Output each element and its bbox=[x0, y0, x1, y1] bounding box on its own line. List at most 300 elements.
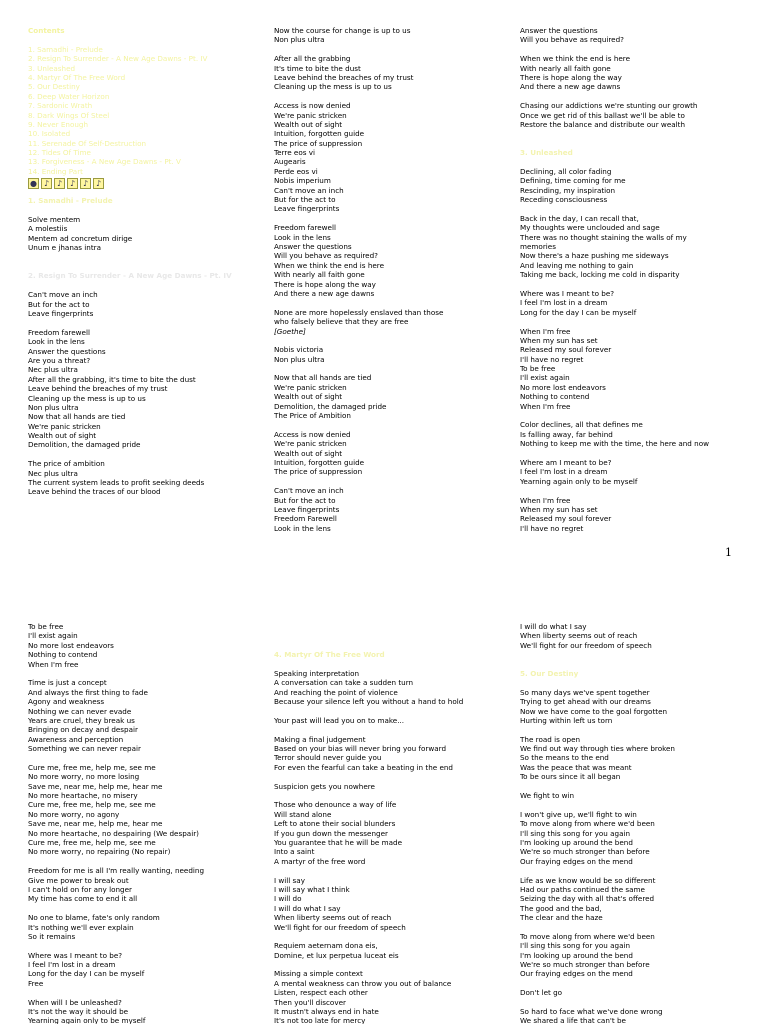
spacer bbox=[520, 449, 756, 458]
lyric-line: I'll exist again bbox=[28, 631, 78, 641]
lyric-line: I feel I'm lost in a dream bbox=[28, 960, 116, 970]
lyric-line: Answer the questions bbox=[274, 241, 352, 251]
note-icon: ♪ bbox=[54, 178, 65, 189]
lyric-line: who falsely believe that they are free bbox=[274, 317, 409, 327]
lyric-line: We're panic stricken bbox=[28, 421, 101, 431]
lyric-line: I can't hold on for any longer bbox=[28, 884, 132, 894]
spacer bbox=[28, 262, 264, 271]
spacer bbox=[520, 129, 756, 138]
disc-icon: ● bbox=[28, 178, 39, 189]
page1-column-1-lines bbox=[28, 196, 264, 497]
spacer bbox=[520, 979, 756, 988]
lyric-line: To be free bbox=[520, 364, 556, 374]
lyric-line: Agony and weakness bbox=[28, 697, 105, 707]
page1-column-1 bbox=[28, 26, 264, 497]
lyric-line: Freedom farewell bbox=[28, 327, 90, 337]
lyric-line: No one to blame, fate's only random bbox=[28, 913, 160, 923]
spacer bbox=[28, 318, 264, 327]
lyric-line: Declining, all color fading bbox=[520, 166, 612, 176]
lyric-line: I feel I'm lost in a dream bbox=[520, 298, 608, 308]
lyric-line: We're panic stricken bbox=[274, 382, 347, 392]
toc-item[interactable]: 6. Deep Water Horizon bbox=[28, 91, 110, 101]
lyric-line: When liberty seems out of reach bbox=[520, 631, 638, 641]
lyric-line: The price of suppression bbox=[274, 138, 363, 148]
lyric-line: When I'm free bbox=[520, 401, 571, 411]
lyric-line: Our fraying edges on the mend bbox=[520, 856, 633, 866]
lyric-line: Years are cruel, they break us bbox=[28, 715, 135, 725]
lyric-line: Augearis bbox=[274, 157, 306, 167]
lyric-line: Nec plus ultra bbox=[28, 468, 78, 478]
toc-item[interactable]: 12. Tides Of Time bbox=[28, 148, 91, 158]
lyric-line: Leave behind the breaches of my trust bbox=[28, 384, 168, 394]
lyric-line: When I'm free bbox=[28, 659, 79, 669]
lyric-line: A conversation can take a sudden turn bbox=[274, 678, 414, 688]
lyric-line: Hurting within left us torn bbox=[520, 715, 613, 725]
lyric-line: Listen, respect each other bbox=[274, 988, 368, 998]
toc-item[interactable]: 3. Unleashed bbox=[28, 63, 76, 73]
lyric-line: No more heartache, no misery bbox=[28, 791, 138, 801]
lyric-line: Bringing on decay and despair bbox=[28, 725, 138, 735]
spacer bbox=[520, 660, 756, 669]
lyric-line: And there a new age dawns bbox=[520, 82, 621, 92]
lyric-line: Once we get rid of this ballast we'll be able to bbox=[520, 110, 685, 120]
spacer bbox=[274, 707, 510, 716]
lyric-line: But for the act to bbox=[274, 195, 336, 205]
lyric-line: When liberty seems out of reach bbox=[274, 913, 392, 923]
song-heading: 1. Samadhi - Prelude bbox=[28, 196, 113, 206]
toc-item[interactable]: 11. Serenade Of Self-Destruction bbox=[28, 138, 147, 148]
lyric-line: When we think the end is here bbox=[274, 260, 385, 270]
spacer bbox=[520, 678, 756, 687]
spacer bbox=[274, 960, 510, 969]
lyric-line: Time is just a concept bbox=[28, 678, 107, 688]
lyric-line: Freedom Farewell bbox=[274, 514, 337, 524]
toc-item[interactable]: 4. Martyr Of The Free Word bbox=[28, 72, 126, 82]
lyric-line: It's nothing we'll ever explain bbox=[28, 922, 134, 932]
spacer bbox=[274, 420, 510, 429]
lyric-line: The price of suppression bbox=[274, 467, 363, 477]
lyric-line: Perde eos vi bbox=[274, 166, 318, 176]
note-icon: ♪ bbox=[67, 178, 78, 189]
lyric-line: No more lost endeavors bbox=[28, 640, 114, 650]
lyric-line: Intuition, forgotten guide bbox=[274, 457, 365, 467]
spacer bbox=[520, 92, 756, 101]
lyric-line: Defining, time coming for me bbox=[520, 176, 626, 186]
lyric-line: Long for the day I can be myself bbox=[520, 307, 637, 317]
spacer bbox=[520, 317, 756, 326]
lyric-line: I will do what I say bbox=[520, 622, 587, 631]
lyric-line: Access is now denied bbox=[274, 429, 351, 439]
lyric-line: Restore the balance and distribute our wealth bbox=[520, 119, 686, 129]
spacer bbox=[520, 782, 756, 791]
lyric-line: Was the peace that was meant bbox=[520, 762, 632, 772]
lyric-line: Now the course for change is up to us bbox=[274, 26, 411, 35]
lyric-line: It mustn't always end in hate bbox=[274, 1007, 379, 1017]
spacer bbox=[520, 280, 756, 289]
lyric-line: Then you'll discover bbox=[274, 997, 346, 1007]
lyric-line: It's time to bite the dust bbox=[274, 63, 361, 73]
lyric-line: I'll exist again bbox=[520, 373, 570, 383]
page-gap bbox=[0, 566, 768, 608]
lyric-line: When my sun has set bbox=[520, 504, 598, 514]
lyric-line: Look in the lens bbox=[274, 232, 331, 242]
lyric-line: The good and the bad, bbox=[520, 903, 602, 913]
lyric-line: Left to atone their social blunders bbox=[274, 819, 396, 829]
lyric-line: Give me power to break out bbox=[28, 875, 129, 885]
lyric-line: Those who denounce a way of life bbox=[274, 800, 397, 810]
lyric-line: Freedom farewell bbox=[274, 223, 336, 233]
lyric-line: The Price of Ambition bbox=[274, 411, 351, 421]
lyric-line: Cure me, free me, help me, see me bbox=[28, 800, 156, 810]
lyric-line: Unum e jhanas intra bbox=[28, 243, 102, 253]
lyric-line: We're panic stricken bbox=[274, 110, 347, 120]
lyric-line: If you gun down the messenger bbox=[274, 828, 388, 838]
spacer bbox=[274, 641, 510, 650]
lyric-line: Is falling away, far behind bbox=[520, 429, 613, 439]
spacer bbox=[274, 477, 510, 486]
lyric-line: Now we have come to the goal forgotten bbox=[520, 706, 668, 716]
lyric-line: Demolition, the damaged pride bbox=[28, 440, 141, 450]
lyric-line: Will you behave as required? bbox=[520, 35, 624, 45]
lyric-line: Yearning again only to be myself bbox=[28, 1016, 146, 1024]
lyric-line: Where was I meant to be? bbox=[28, 950, 123, 960]
spacer bbox=[274, 791, 510, 800]
lyric-line: And reaching the point of violence bbox=[274, 687, 398, 697]
lyric-line: You guarantee that he will be made bbox=[274, 838, 403, 847]
lyric-line: Domine, et lux perpetua luceat eis bbox=[274, 950, 399, 960]
lyric-line: I will say what I think bbox=[274, 884, 350, 894]
song-heading: 2. Resign To Surrender - A New Age Dawns - Pt. IV bbox=[28, 271, 232, 281]
spacer bbox=[274, 772, 510, 781]
lyric-line: Can't move an inch bbox=[28, 290, 98, 300]
page1-column-2 bbox=[274, 26, 510, 533]
lyric-line: Into a saint bbox=[274, 847, 315, 857]
lyric-line: Rescinding, my inspiration bbox=[520, 185, 616, 195]
lyric-line: When I'm free bbox=[520, 495, 571, 505]
page2-column-1 bbox=[28, 622, 264, 1024]
lyric-line: Had our paths continued the same bbox=[520, 884, 645, 894]
lyric-line: Seizing the day with all that's offered bbox=[520, 894, 655, 904]
lyric-line: My time has come to end it all bbox=[28, 894, 138, 904]
toc-item[interactable]: 1. Samadhi - Prelude bbox=[28, 44, 103, 54]
spacer bbox=[274, 622, 510, 631]
lyric-line: After all the grabbing bbox=[274, 54, 351, 64]
lyric-line: Will you behave as required? bbox=[274, 251, 378, 261]
lyric-line: No more worry, no repairing (No repair) bbox=[28, 847, 171, 857]
lyric-line: Non plus ultra bbox=[274, 354, 325, 364]
spacer bbox=[28, 206, 264, 215]
note-icon: ♪ bbox=[41, 178, 52, 189]
lyric-line: I'll sing this song for you again bbox=[520, 828, 631, 838]
lyric-line: Cure me, free me, help me, see me bbox=[28, 837, 156, 847]
lyric-line: Now that all hands are tied bbox=[28, 412, 126, 422]
lyric-line: Because your silence left you without a hand to hold bbox=[274, 697, 464, 707]
lyric-line: So the means to the end bbox=[520, 753, 609, 763]
lyric-line: The price of ambition bbox=[28, 459, 105, 469]
lyric-line: Leave fingerprints bbox=[274, 504, 340, 514]
lyric-line: The clear and the haze bbox=[520, 913, 603, 923]
lyric-line: A molestiis bbox=[28, 224, 68, 234]
toc-item[interactable]: 5. Our Destiny bbox=[28, 82, 80, 92]
lyric-line: Can't move an inch bbox=[274, 486, 344, 496]
spacer bbox=[520, 45, 756, 54]
lyric-line: Where was I meant to be? bbox=[520, 288, 615, 298]
lyric-line: Something we can never repair bbox=[28, 744, 141, 754]
spacer bbox=[28, 988, 264, 997]
spacer bbox=[520, 866, 756, 875]
lyric-line: Non plus ultra bbox=[274, 35, 325, 45]
lyric-line: I feel I'm lost in a dream bbox=[520, 467, 608, 477]
lyric-line: When we think the end is here bbox=[520, 54, 631, 64]
spacer bbox=[28, 904, 264, 913]
icon-row bbox=[28, 178, 264, 190]
lyric-line: Access is now denied bbox=[274, 101, 351, 111]
lyric-line: To move along from where we'd been bbox=[520, 819, 655, 829]
lyric-line: Requiem aeternam dona eis, bbox=[274, 941, 378, 951]
lyric-line: When my sun has set bbox=[520, 335, 598, 345]
toc-list bbox=[28, 45, 264, 176]
lyric-line: But for the act to bbox=[28, 299, 90, 309]
lyric-line: Demolition, the damaged pride bbox=[274, 401, 387, 411]
note-icon: ♪ bbox=[93, 178, 104, 189]
lyric-line: We'll fight for our freedom of speech bbox=[274, 922, 406, 932]
lyric-line: To be ours since it all began bbox=[520, 772, 621, 782]
lyric-line: Non plus ultra bbox=[28, 402, 79, 412]
lyric-line: Nothing to contend bbox=[520, 392, 590, 402]
lyric-line: We'll fight for our freedom of speech bbox=[520, 640, 652, 650]
toc-item[interactable]: 2. Resign To Surrender - A New Age Dawns - Pt. IV bbox=[28, 54, 208, 64]
lyric-line: Cure me, free me, help me, see me bbox=[28, 762, 156, 772]
spacer bbox=[28, 253, 264, 262]
document-page-2 bbox=[0, 608, 768, 1024]
spacer bbox=[274, 660, 510, 669]
toc-item[interactable]: 13. Forgiveness - A New Age Dawns - Pt. V bbox=[28, 157, 181, 167]
spacer bbox=[274, 725, 510, 734]
spacer bbox=[274, 364, 510, 373]
lyric-line: There is hope along the way bbox=[520, 72, 622, 82]
spacer bbox=[274, 92, 510, 101]
lyric-line: Chasing our addictions we're stunting our growth bbox=[520, 101, 698, 111]
lyric-line: We're panic stricken bbox=[274, 439, 347, 449]
lyric-line: Color declines, all that defines me bbox=[520, 420, 643, 430]
lyric-line: Answer the questions bbox=[28, 346, 106, 356]
lyric-line: After all the grabbing, it's time to bite the dust bbox=[28, 374, 196, 384]
lyric-line: Save me, near me, help me, hear me bbox=[28, 819, 163, 829]
lyric-line: Save me, near me, help me, hear me bbox=[28, 781, 163, 791]
lyric-line: Missing a simple context bbox=[274, 969, 363, 979]
lyric-line: The current system leads to profit seeking deeds bbox=[28, 478, 205, 488]
lyric-line: Intuition, forgotten guide bbox=[274, 129, 365, 139]
lyric-line: Released my soul forever bbox=[520, 345, 612, 355]
lyric-line: Cleaning up the mess is up to us bbox=[274, 82, 392, 92]
toc-item[interactable]: 8. Dark Wings Of Steel bbox=[28, 110, 110, 120]
lyric-line: I will do bbox=[274, 894, 302, 904]
lyric-line: We find out way through ties where broken bbox=[520, 744, 675, 754]
lyric-line: When I'm free bbox=[520, 326, 571, 336]
lyric-line: Nothing to keep me with the time, the here and now bbox=[520, 439, 709, 449]
spacer bbox=[274, 932, 510, 941]
lyric-line: No more heartache, no despairing (We despair) bbox=[28, 828, 199, 838]
lyric-line: Nothing we can never evade bbox=[28, 706, 132, 716]
spacer bbox=[520, 411, 756, 420]
lyric-line: A martyr of the free word bbox=[274, 856, 366, 866]
lyric-line: We fight to win bbox=[520, 791, 575, 801]
lyric-line: Wealth out of sight bbox=[274, 392, 343, 402]
toc-item[interactable]: 9. Never Enough bbox=[28, 119, 89, 129]
lyric-line: And leaving me nothing to gain bbox=[520, 260, 634, 270]
song-heading: 5. Our Destiny bbox=[520, 668, 579, 678]
toc-item[interactable]: 7. Sardonic Wrath bbox=[28, 101, 93, 111]
lyric-line: Look in the lens bbox=[274, 523, 331, 533]
lyric-line: With nearly all faith gone bbox=[274, 270, 365, 280]
lyric-line: I will do what I say bbox=[274, 903, 341, 913]
spacer bbox=[520, 204, 756, 213]
lyric-line: The road is open bbox=[520, 734, 581, 744]
lyric-line: Yearning again only to be myself bbox=[520, 476, 638, 486]
lyric-line: Answer the questions bbox=[520, 26, 598, 35]
spacer bbox=[28, 669, 264, 678]
lyric-line: Receding consciousness bbox=[520, 195, 608, 205]
lyric-line: memories bbox=[520, 242, 556, 251]
lyric-line: Leave behind the breaches of my trust bbox=[274, 72, 414, 82]
lyric-line: Where am I meant to be? bbox=[520, 457, 612, 467]
lyric-line: So it remains bbox=[28, 931, 76, 941]
spacer bbox=[520, 923, 756, 932]
lyric-line: Don't let go bbox=[520, 988, 563, 998]
lyric-line: I'll have no regret bbox=[520, 523, 584, 533]
lyric-line: So many days we've spent together bbox=[520, 687, 650, 697]
lyric-line: No more worry, no more losing bbox=[28, 772, 140, 782]
lyric-line: Are you a threat? bbox=[28, 355, 91, 365]
spacer bbox=[274, 298, 510, 307]
lyric-line: Can't move an inch bbox=[274, 185, 344, 195]
lyric-line: But for the act to bbox=[274, 495, 336, 505]
toc-title: Contents bbox=[28, 26, 65, 35]
lyric-line: And there a new age dawns bbox=[274, 288, 375, 298]
lyric-line: We shared a life that can't be bbox=[520, 1016, 626, 1024]
lyric-line: I'll sing this song for you again bbox=[520, 941, 631, 951]
lyric-line: Your past will lead you on to make... bbox=[274, 715, 405, 725]
song-heading: 3. Unleashed bbox=[520, 148, 573, 158]
lyric-line: Cleaning up the mess is up to us bbox=[28, 393, 146, 403]
spacer bbox=[274, 631, 510, 640]
lyric-line: Leave fingerprints bbox=[28, 308, 94, 318]
lyric-line: Nec plus ultra bbox=[28, 365, 78, 375]
page2-column-2 bbox=[274, 622, 510, 1024]
lyric-line: Nothing to contend bbox=[28, 650, 98, 660]
lyric-line: It's not the way it should be bbox=[28, 1007, 129, 1017]
lyric-line: Now there's a haze pushing me sideways bbox=[520, 251, 669, 261]
lyric-line: There is hope along the way bbox=[274, 279, 376, 289]
spacer bbox=[520, 998, 756, 1007]
lyric-line: I'll have no regret bbox=[520, 354, 584, 364]
lyric-line: Will stand alone bbox=[274, 809, 332, 819]
lyric-line: So hard to face what we've done wrong bbox=[520, 1007, 663, 1017]
toc-item[interactable]: 10. Isolated bbox=[28, 129, 71, 139]
lyric-line: None are more hopelessly enslaved than those bbox=[274, 307, 444, 317]
song-heading: 4. Martyr Of The Free Word bbox=[274, 650, 385, 660]
lyric-line: There was no thought staining the walls of my bbox=[520, 232, 687, 242]
lyric-line: Leave fingerprints bbox=[274, 204, 340, 214]
spacer bbox=[520, 800, 756, 809]
lyric-line: Look in the lens bbox=[28, 337, 85, 347]
lyric-line: Speaking interpretation bbox=[274, 668, 360, 678]
lyric-line: Suspicion gets you nowhere bbox=[274, 781, 375, 791]
lyric-line: A mental weakness can throw you out of balance bbox=[274, 978, 452, 988]
lyric-line: Life as we know would be so different bbox=[520, 875, 656, 885]
lyric-line: And always the first thing to fade bbox=[28, 687, 148, 697]
spacer bbox=[28, 281, 264, 290]
lyric-line: I'm looking up around the bend bbox=[520, 950, 633, 960]
lyric-line: Freedom for me is all I'm really wanting, needing bbox=[28, 866, 205, 876]
spacer bbox=[274, 336, 510, 345]
lyric-line: I'm looking up around the bend bbox=[520, 838, 633, 847]
spacer bbox=[274, 45, 510, 54]
spacer bbox=[520, 157, 756, 166]
lyric-line: I won't give up, we'll fight to win bbox=[520, 809, 637, 819]
spacer bbox=[28, 857, 264, 866]
lyric-line: To be free bbox=[28, 622, 64, 631]
lyric-line: Now that all hands are tied bbox=[274, 373, 372, 383]
lyric-line: Trying to get ahead with our dreams bbox=[520, 697, 651, 707]
lyric-line: Mentem ad concretum dirige bbox=[28, 233, 133, 243]
lyric-line: Released my soul forever bbox=[520, 514, 612, 524]
lyric-line: When will I be unleashed? bbox=[28, 997, 122, 1007]
lyric-line: Making a final judgement bbox=[274, 734, 366, 744]
spacer bbox=[520, 650, 756, 659]
lyric-line: No more lost endeavors bbox=[520, 382, 606, 392]
lyric-line: To move along from where we'd been bbox=[520, 931, 655, 941]
lyric-line: Wealth out of sight bbox=[274, 448, 343, 458]
spacer bbox=[274, 214, 510, 223]
spacer bbox=[28, 941, 264, 950]
spacer bbox=[28, 450, 264, 459]
note-icon: ♪ bbox=[80, 178, 91, 189]
lyric-line: Wealth out of sight bbox=[28, 431, 97, 441]
lyric-line: Leave behind the traces of our blood bbox=[28, 487, 161, 497]
lyric-line: Solve mentem bbox=[28, 215, 81, 225]
toc-item[interactable]: 14. Ending Part bbox=[28, 166, 83, 176]
lyric-line: Our fraying edges on the mend bbox=[520, 969, 633, 979]
lyric-line: Taking me back, locking me cold in disparity bbox=[520, 270, 680, 280]
lyric-line: Nobis victoria bbox=[274, 345, 324, 355]
page2-column-3 bbox=[520, 622, 756, 1024]
lyric-line: Back in the day, I can recall that, bbox=[520, 213, 639, 223]
spacer bbox=[520, 139, 756, 148]
lyric-line: Wealth out of sight bbox=[274, 119, 343, 129]
lyric-line: For even the fearful can take a beating in the end bbox=[274, 762, 453, 772]
lyric-line: Long for the day I can be myself bbox=[28, 969, 145, 979]
lyric-line: We're so much stronger than before bbox=[520, 960, 650, 970]
table-of-contents bbox=[28, 26, 264, 176]
lyric-line: Nobis imperium bbox=[274, 176, 331, 186]
spacer bbox=[520, 486, 756, 495]
lyric-line: It's not too late for mercy bbox=[274, 1016, 366, 1024]
spacer bbox=[520, 725, 756, 734]
page1-column-3 bbox=[520, 26, 756, 533]
lyric-line: No more worry, no agony bbox=[28, 809, 120, 819]
lyric-line: My thoughts were unclouded and sage bbox=[520, 223, 660, 233]
lyric-line: Terre eos vi bbox=[274, 148, 316, 158]
lyric-line: With nearly all faith gone bbox=[520, 63, 611, 73]
lyric-line: Terror should never guide you bbox=[274, 753, 382, 763]
lyric-line: I will say bbox=[274, 875, 305, 885]
lyric-line: Based on your bias will never bring you forward bbox=[274, 744, 447, 754]
page-number: 1 bbox=[725, 546, 732, 559]
lyric-line: [Goethe] bbox=[274, 326, 306, 336]
lyric-line: Awareness and perception bbox=[28, 734, 124, 744]
spacer bbox=[28, 753, 264, 762]
